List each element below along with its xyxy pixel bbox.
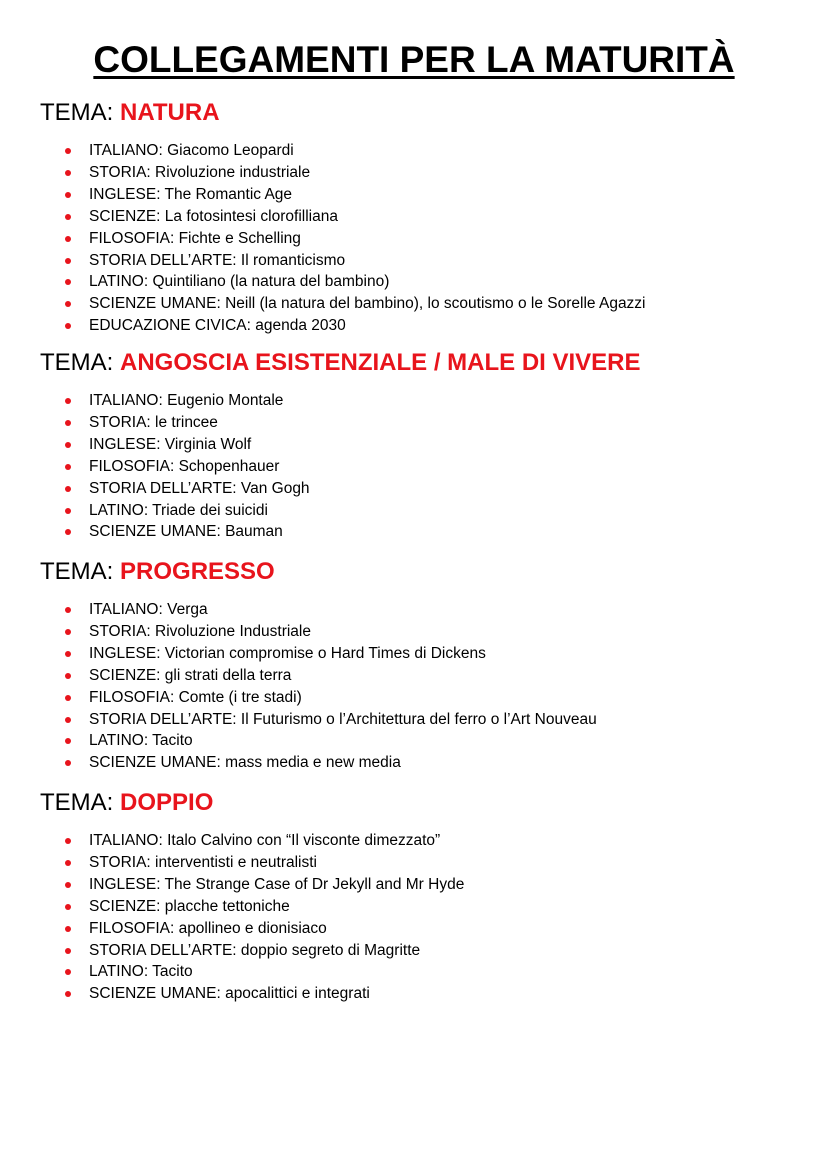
bullet-icon	[65, 464, 71, 470]
bullet-icon	[65, 651, 71, 657]
bullet-icon	[65, 760, 71, 766]
list-item-text: ITALIANO: Italo Calvino con “Il visconte dimezzato”	[89, 832, 441, 849]
list-item	[40, 599, 800, 621]
bullet-icon	[65, 738, 71, 744]
bullet-icon	[65, 629, 71, 635]
list-item-text: INGLESE: Victorian compromise o Hard Times di Dickens	[89, 644, 486, 662]
bullet-icon	[65, 236, 71, 242]
theme-prefix: TEMA:	[40, 558, 121, 585]
list-item	[40, 250, 800, 272]
list-item-text: INGLESE: The Strange Case of Dr Jekyll and Mr Hyde	[89, 875, 465, 893]
list-item-text: SCIENZE UMANE: Neill (la natura del bambino), lo scoutismo o le Sorelle Agazzi	[89, 295, 646, 313]
list-item-text: LATINO: Tacito	[89, 963, 193, 981]
bullet-icon	[65, 948, 71, 954]
list-item	[40, 643, 800, 665]
page-title	[0, 38, 828, 82]
bullet-icon	[65, 258, 71, 264]
bullet-icon	[65, 529, 71, 535]
list-item	[40, 140, 800, 162]
list-item-text: LATINO: Tacito	[89, 732, 193, 750]
list-item-text: FILOSOFIA: Comte (i tre stadi)	[89, 688, 302, 706]
list-item-text: STORIA: Rivoluzione Industriale	[89, 622, 311, 640]
list-item	[40, 500, 800, 522]
section-heading	[40, 98, 800, 128]
bullet-icon	[65, 170, 71, 176]
list-item-text: SCIENZE UMANE: Bauman	[89, 523, 283, 541]
list-item	[40, 665, 800, 687]
bullet-icon	[65, 695, 71, 701]
list-item-text: SCIENZE UMANE: mass media e new media	[89, 754, 401, 772]
list-item	[40, 412, 800, 434]
list-item	[40, 456, 800, 478]
list-item-text: STORIA: le trincee	[89, 413, 218, 431]
topic-list	[40, 830, 800, 1005]
list-item	[40, 983, 800, 1005]
bullet-icon	[65, 398, 71, 404]
list-item	[40, 478, 800, 500]
list-item-text: FILOSOFIA: Fichte e Schelling	[89, 229, 301, 247]
bullet-icon	[65, 279, 71, 285]
bullet-icon	[65, 991, 71, 997]
list-item-text: STORIA DELL’ARTE: Il Futurismo o l’Architettura del ferro o l’Art Nouveau	[89, 710, 597, 728]
list-item	[40, 730, 800, 752]
section-heading	[40, 348, 800, 378]
list-item	[40, 271, 800, 293]
section-progresso	[40, 557, 800, 774]
list-item	[40, 315, 800, 337]
list-item-text: STORIA DELL’ARTE: Van Gogh	[89, 479, 310, 497]
list-item	[40, 830, 800, 852]
bullet-icon	[65, 838, 71, 844]
list-item	[40, 752, 800, 774]
list-item	[40, 874, 800, 896]
list-item-text: LATINO: Quintiliano (la natura del bambino)	[89, 273, 390, 291]
list-item	[40, 940, 800, 962]
theme-name: NATURA	[120, 99, 220, 126]
list-item-text: STORIA: Rivoluzione industriale	[89, 163, 311, 181]
list-item-text: STORIA DELL’ARTE: doppio segreto di Magritte	[89, 941, 421, 959]
bullet-icon	[65, 486, 71, 492]
theme-prefix: TEMA:	[40, 99, 121, 126]
list-item	[40, 162, 800, 184]
topic-list	[40, 140, 800, 337]
bullet-icon	[65, 607, 71, 613]
list-item-text: SCIENZE: gli strati della terra	[89, 666, 292, 684]
list-item	[40, 709, 800, 731]
list-item	[40, 687, 800, 709]
list-item-text: ITALIANO: Giacomo Leopardi	[89, 142, 294, 159]
list-item	[40, 293, 800, 315]
section-doppio	[40, 788, 800, 1005]
list-item-text: LATINO: Triade dei suicidi	[89, 501, 268, 519]
list-item-text: INGLESE: The Romantic Age	[89, 185, 293, 203]
list-item-text: ITALIANO: Eugenio Montale	[89, 392, 284, 409]
theme-name: DOPPIO	[120, 789, 214, 816]
list-item	[40, 434, 800, 456]
bullet-icon	[65, 420, 71, 426]
list-item-text: STORIA DELL’ARTE: Il romanticismo	[89, 251, 346, 269]
topic-list	[40, 599, 800, 774]
topic-list	[40, 390, 800, 543]
bullet-icon	[65, 860, 71, 866]
theme-name: ANGOSCIA ESISTENZIALE / MALE DI VIVERE	[120, 349, 641, 376]
section-heading	[40, 557, 800, 587]
list-item	[40, 961, 800, 983]
bullet-icon	[65, 717, 71, 723]
bullet-icon	[65, 214, 71, 220]
list-item-text: SCIENZE UMANE: apocalittici e integrati	[89, 985, 370, 1003]
list-item	[40, 184, 800, 206]
bullet-icon	[65, 882, 71, 888]
section-natura	[40, 98, 800, 337]
list-item-text: SCIENZE: La fotosintesi clorofilliana	[89, 207, 338, 225]
theme-prefix: TEMA:	[40, 789, 121, 816]
bullet-icon	[65, 673, 71, 679]
theme-name: PROGRESSO	[120, 558, 275, 585]
list-item-text: ITALIANO: Verga	[89, 601, 208, 618]
bullet-icon	[65, 148, 71, 154]
bullet-icon	[65, 904, 71, 910]
bullet-icon	[65, 323, 71, 329]
list-item-text: INGLESE: Virginia Wolf	[89, 435, 252, 453]
list-item	[40, 228, 800, 250]
page-title-text: COLLEGAMENTI PER LA MATURITÀ	[93, 39, 735, 80]
list-item-text: STORIA: interventisti e neutralisti	[89, 853, 317, 871]
bullet-icon	[65, 926, 71, 932]
section-angoscia-esistenziale	[40, 348, 800, 543]
bullet-icon	[65, 192, 71, 198]
bullet-icon	[65, 508, 71, 514]
list-item	[40, 521, 800, 543]
bullet-icon	[65, 969, 71, 975]
list-item	[40, 390, 800, 412]
bullet-icon	[65, 301, 71, 307]
list-item-text: FILOSOFIA: Schopenhauer	[89, 457, 280, 475]
section-heading	[40, 788, 800, 818]
list-item	[40, 852, 800, 874]
list-item-text: EDUCAZIONE CIVICA: agenda 2030	[89, 317, 346, 335]
list-item	[40, 896, 800, 918]
list-item-text: FILOSOFIA: apollineo e dionisiaco	[89, 919, 327, 937]
theme-prefix: TEMA:	[40, 349, 121, 376]
list-item-text: SCIENZE: placche tettoniche	[89, 897, 290, 915]
list-item	[40, 206, 800, 228]
list-item	[40, 621, 800, 643]
bullet-icon	[65, 442, 71, 448]
list-item	[40, 918, 800, 940]
